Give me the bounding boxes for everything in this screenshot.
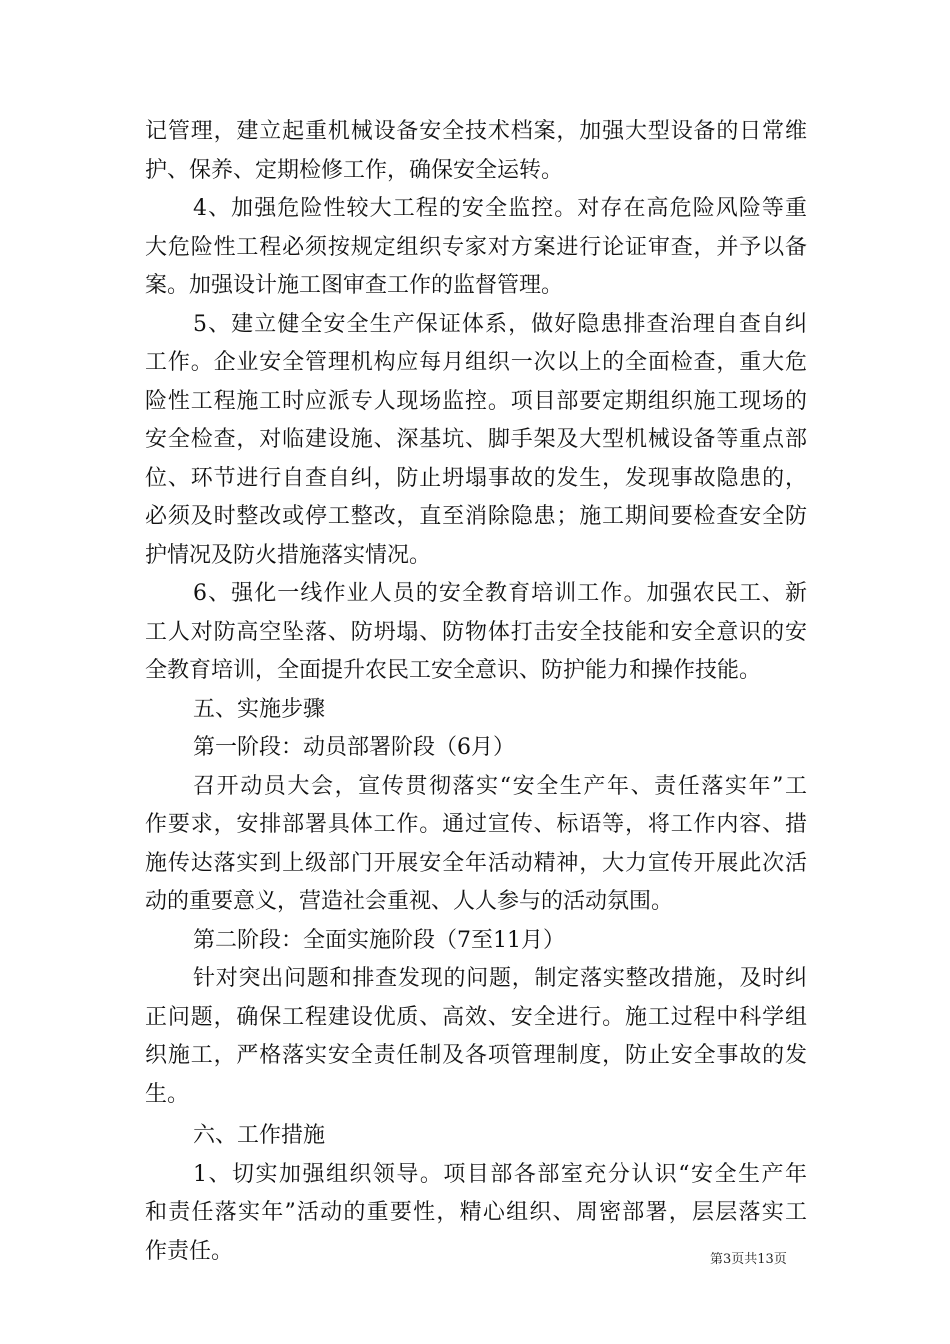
text-line: 记管理，建立起重机械设备安全技术档案，加强大型设备的日常维	[145, 119, 807, 144]
text-line: 案。加强设计施工图审查工作的监督管理。	[145, 273, 564, 298]
text-line: 正问题，确保工程建设优质、高效、安全进行。施工过程中科学组	[145, 1004, 807, 1030]
text-line: 织施工，严格落实安全责任制及各项管理制度，防止安全事故的发	[145, 1043, 807, 1068]
page-number: 第3页共13页	[710, 1252, 787, 1267]
text-line: 护情况及防火措施落实情况。	[145, 542, 432, 568]
text-line: 召开动员大会，宣传贯彻落实“安全生产年、责任落实年”工	[193, 773, 807, 799]
text-line: 必须及时整改或停工整改，直至消除隐患；施工期间要检查安全防	[145, 504, 807, 529]
document-body	[145, 113, 807, 1271]
text-line: 生。	[145, 1081, 190, 1107]
text-line: 全教育培训，全面提升农民工安全意识、防护能力和操作技能。	[145, 658, 762, 683]
text-line: 1、切实加强组织领导。项目部各部室充分认识“安全生产年	[193, 1161, 807, 1187]
text-line: 施传达落实到上级部门开展安全年活动精神，大力宣传开展此次活	[145, 850, 807, 876]
text-line: 安全检查，对临建设施、深基坑、脚手架及大型机械设备等重点部	[145, 427, 807, 452]
text-line: 工人对防高空坠落、防坍塌、防物体打击安全技能和安全意识的安	[145, 619, 807, 645]
text-line: 险性工程施工时应派专人现场监控。项目部要定期组织施工现场的	[145, 388, 807, 414]
text-line: 针对突出问题和排查发现的问题，制定落实整改措施，及时纠	[193, 966, 807, 991]
text-line: 第二阶段：全面实施阶段（7至11月）	[193, 927, 565, 953]
text-line: 大危险性工程必须按规定组织专家对方案进行论证审查，并予以备	[145, 234, 807, 260]
text-line: 和责任落实年”活动的重要性，精心组织、周密部署，层层落实工	[145, 1200, 807, 1225]
text-line: 第一阶段：动员部署阶段（6月）	[193, 735, 515, 760]
text-line: 5、建立健全安全生产保证体系，做好隐患排查治理自查自纠	[193, 311, 807, 337]
text-line: 作责任。	[145, 1238, 234, 1264]
text-line: 6、强化一线作业人员的安全教育培训工作。加强农民工、新	[193, 581, 807, 606]
text-line: 工作。企业安全管理机构应每月组织一次以上的全面检查，重大危	[145, 350, 807, 375]
text-line: 五、实施步骤	[193, 696, 326, 722]
text-line: 护、保养、定期检修工作，确保安全运转。	[145, 157, 564, 183]
text-line: 动的重要意义，营造社会重视、人人参与的活动氛围。	[145, 889, 674, 914]
text-line: 位、环节进行自查自纠，防止坍塌事故的发生，发现事故隐患的，	[145, 465, 807, 491]
text-line: 4、加强危险性较大工程的安全监控。对存在高危险风险等重	[193, 196, 807, 221]
text-line: 六、工作措施	[193, 1123, 326, 1148]
text-line: 作要求，安排部署具体工作。通过宣传、标语等，将工作内容、措	[145, 812, 807, 837]
